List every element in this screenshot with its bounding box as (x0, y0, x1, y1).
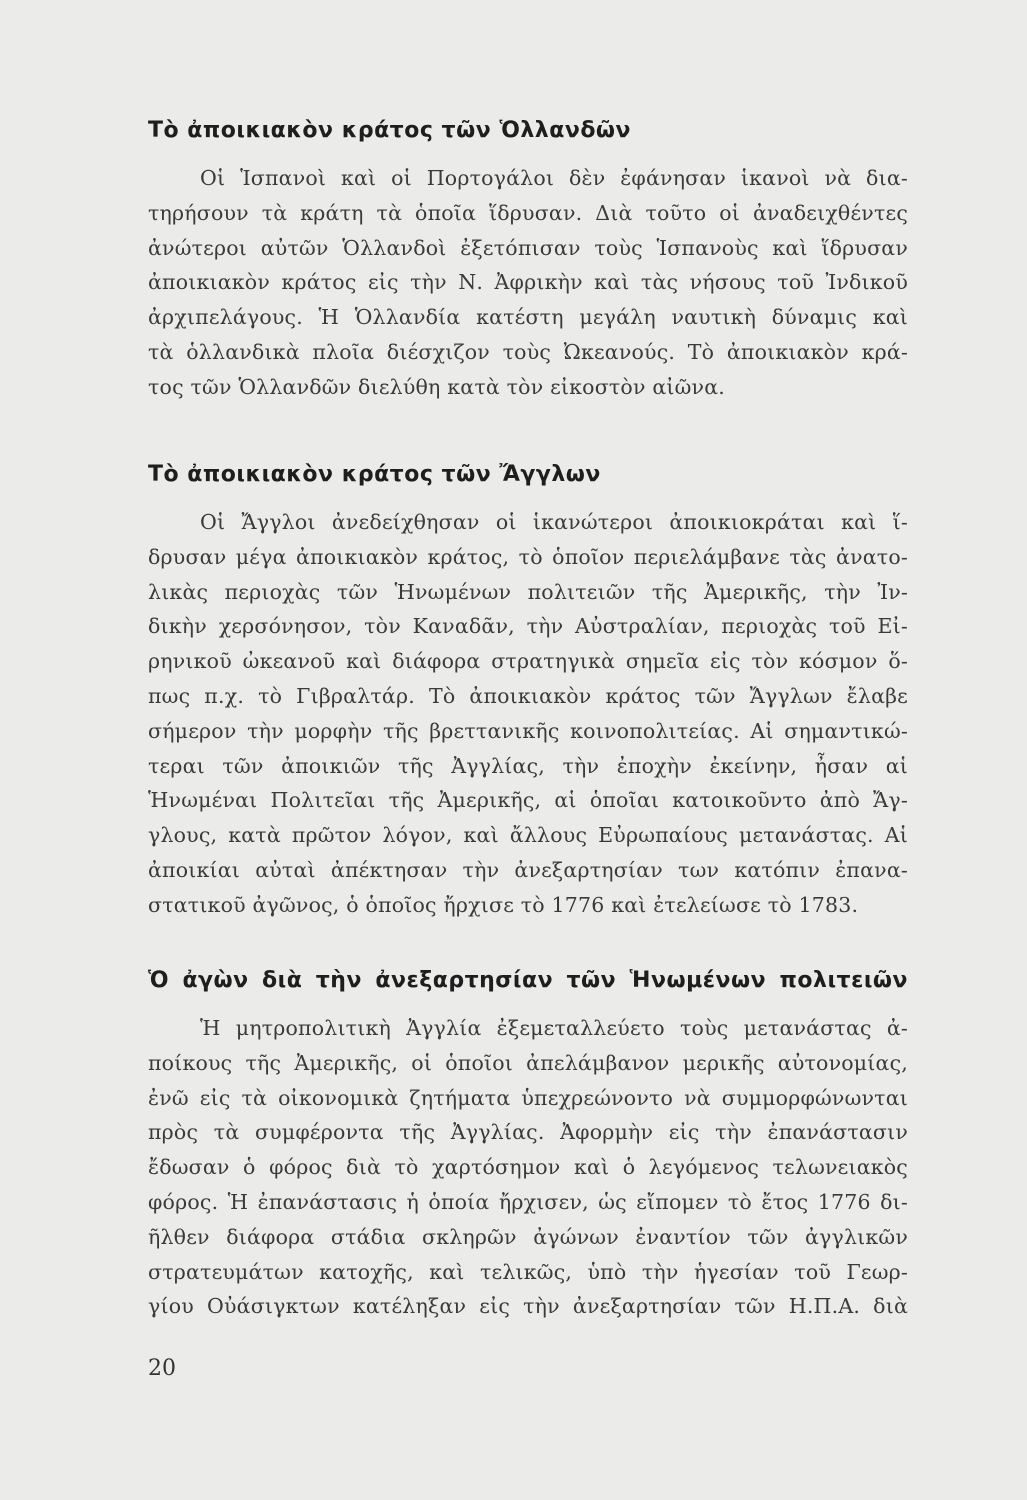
text-line: σήμερον τὴν μορφὴν τῆς βρεττανικῆς κοινοπολιτείας. Αἱ σημαντικώ- (148, 718, 908, 743)
paragraph (148, 505, 908, 923)
section-heading: Ὁ ἀγὼν διὰ τὴν ἀνεξαρτησίαν τῶν Ἡνωμένων πολιτειῶν (148, 968, 908, 993)
text-line: λικὰς περιοχὰς τῶν Ἡνωμένων πολιτειῶν τῆς Ἀμερικῆς, τὴν Ἰν- (148, 579, 908, 604)
text-line: ἀποικιακὸν κράτος εἰς τὴν Ν. Ἀφρικὴν καὶ τὰς νήσους τοῦ Ἰνδικοῦ (148, 270, 908, 295)
text-line: στατικοῦ ἀγῶνος, ὁ ὁποῖος ἤρχισε τὸ 1776 καὶ ἐτελείωσε τὸ 1783. (148, 892, 859, 917)
paragraph (148, 1011, 908, 1324)
text-line: Ἡ μητροπολιτικὴ Ἀγγλία ἐξεμεταλλεύετο τοὺς μετανάστας ἀ- (200, 1016, 908, 1040)
section-english-colonial-empire (148, 462, 908, 923)
text-line: πως π.χ. τὸ Γιβραλτάρ. Τὸ ἀποικιακὸν κράτος τῶν Ἄγγλων ἔλαβε (148, 683, 908, 708)
text-line: δικὴν χερσόνησον, τὸν Καναδᾶν, τὴν Αὐστραλίαν, περιοχὰς τοῦ Εἰ- (148, 614, 908, 639)
text-line: Οἱ Ἄγγλοι ἀνεδείχθησαν οἱ ἱκανώτεροι ἀποικιοκράται καὶ ἵ- (200, 510, 908, 534)
text-line: ἔδωσαν ὁ φόρος διὰ τὸ χαρτόσημον καὶ ὁ λεγόμενος τελωνειακὸς (148, 1155, 908, 1180)
text-line: τηρήσουν τὰ κράτη τὰ ὁποῖα ἵδρυσαν. Διὰ τοῦτο οἱ ἀναδειχθέντες (148, 200, 908, 225)
text-line: στρατευμάτων κατοχῆς, καὶ τελικῶς, ὑπὸ τὴν ἡγεσίαν τοῦ Γεωρ- (148, 1259, 908, 1284)
text-line: ἀποικίαι αὐταὶ ἀπέκτησαν τὴν ἀνεξαρτησίαν των κατόπιν ἐπανα- (148, 857, 908, 882)
text-line: δρυσαν μέγα ἀποικιακὸν κράτος, τὸ ὁποῖον περιελάμβανε τὰς ἀνατο- (148, 544, 908, 569)
text-line: φόρος. Ἡ ἐπανάστασις ἡ ὁποία ἤρχισεν, ὡς εἴπομεν τὸ ἔτος 1776 δι- (148, 1189, 908, 1214)
text-line: ρηνικοῦ ὠκεανοῦ καὶ διάφορα στρατηγικὰ σημεῖα εἰς τὸν κόσμον ὅ- (148, 649, 908, 674)
text-line: τεραι τῶν ἀποικιῶν τῆς Ἀγγλίας, τὴν ἐποχὴν ἐκείνην, ἦσαν αἱ (148, 753, 908, 778)
text-line: ἀρχιπελάγους. Ἡ Ὁλλανδία κατέστη μεγάλη ναυτικὴ δύναμις καὶ (148, 305, 908, 330)
section-us-independence-struggle (148, 968, 908, 1324)
section-dutch-colonial-empire (148, 118, 908, 405)
text-line: πρὸς τὰ συμφέροντα τῆς Ἀγγλίας. Ἀφορμὴν εἰς τὴν ἐπανάστασιν (148, 1120, 908, 1145)
section-heading: Τὸ ἀποικιακὸν κράτος τῶν Ἄγγλων (148, 462, 601, 487)
text-line: γίου Οὐάσιγκτων κατέληξαν εἰς τὴν ἀνεξαρτησίαν τῶν Η.Π.Α. διὰ (148, 1294, 908, 1319)
text-line: ποίκους τῆς Ἀμερικῆς, οἱ ὁποῖοι ἀπελάμβανον μερικῆς αὐτονομίας, (148, 1050, 908, 1075)
text-line: Ἡνωμέναι Πολιτεῖαι τῆς Ἀμερικῆς, αἱ ὁποῖαι κατοικοῦντο ἀπὸ Ἄγ- (148, 788, 908, 813)
paragraph (148, 161, 908, 405)
text-line: Οἱ Ἱσπανοὶ καὶ οἱ Πορτογάλοι δὲν ἐφάνησαν ἱκανοὶ νὰ δια- (200, 166, 908, 190)
text-line: τὰ ὁλλανδικὰ πλοῖα διέσχιζον τοὺς Ὠκεανούς. Τὸ ἀποικιακὸν κρά- (148, 339, 908, 364)
text-line: ἀνώτεροι αὐτῶν Ὁλλανδοὶ ἐξετόπισαν τοὺς Ἱσπανοὺς καὶ ἵδρυσαν (148, 235, 908, 260)
text-line: τος τῶν Ὁλλανδῶν διελύθη κατὰ τὸν εἰκοστὸν αἰῶνα. (148, 374, 725, 399)
text-line: ῆλθεν διάφορα στάδια σκληρῶν ἀγώνων ἐναντίον τῶν ἀγγλικῶν (148, 1224, 908, 1249)
text-line: ἐνῶ εἰς τὰ οἰκονομικὰ ζητήματα ὑπεχρεώνοντο νὰ συμμορφώνωνται (148, 1085, 908, 1110)
section-heading: Τὸ ἀποικιακὸν κράτος τῶν Ὁλλανδῶν (148, 118, 632, 143)
text-line: γλους, κατὰ πρῶτον λόγον, καὶ ἄλλους Εὐρωπαίους μετανάστας. Αἱ (148, 823, 908, 848)
page-number: 20 (148, 1356, 176, 1381)
